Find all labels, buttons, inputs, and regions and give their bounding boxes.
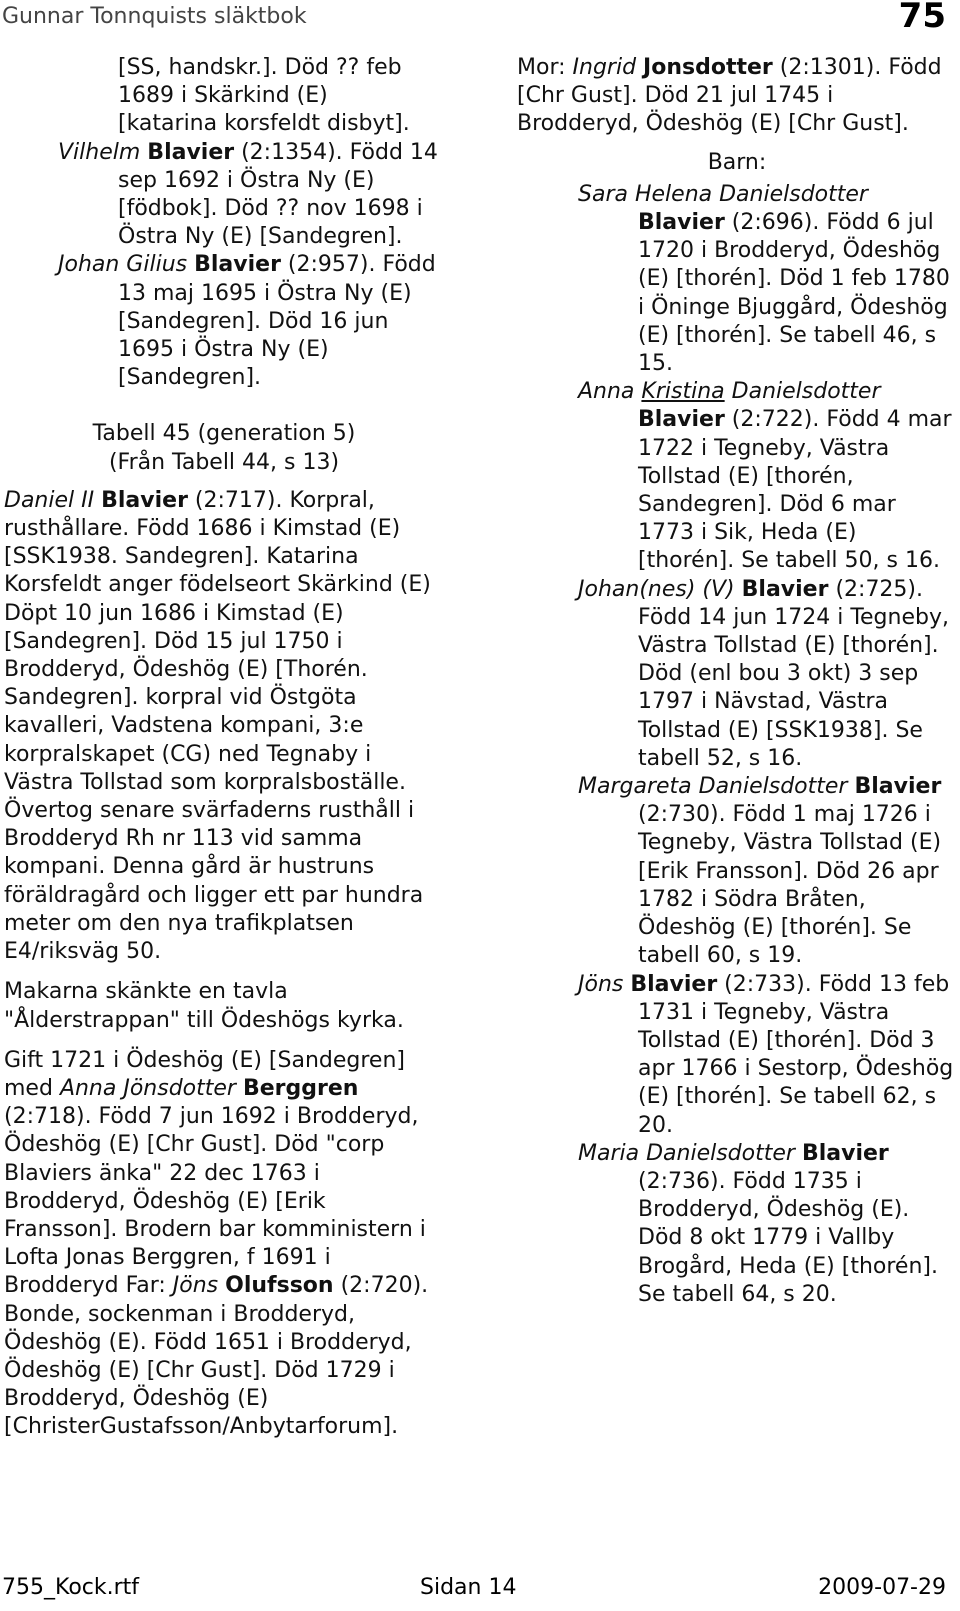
entry-details: (2:957). Född 13 maj 1695 i Östra Ny (E) [Sandegren]. Död 16 jun 1695 i Östra Ny (E) [Sandegren]. [118,252,436,391]
surname: Blavier [147,139,235,165]
given-name: Sara Helena Danielsdotter [578,181,868,207]
surname: Blavier [638,407,725,433]
text-line: [SS, handskr.]. Död ?? feb [118,55,402,80]
surname: Blavier [801,1140,889,1166]
child-entry-jons [517,971,957,1140]
surname: Blavier [638,210,725,236]
given-name: Daniel II [4,487,95,513]
footer-date: 2009-07-29 [818,1575,946,1600]
text-line: 1689 i Skärkind (E) [118,83,328,109]
entry-details: (2:717). Korpral, rusthållare. Född 1686 i Kimstad (E) [SSK1938. Sandegren]. Katarina Korsfeldt anger födelseort Skärkind (E) Döpt 10 jun 1686 i Kimstad (E) [Sandegren]. Död 15 jul 1750 i Brodderyd, Ödeshög (E) [Thorén. Sandegren]. korpral vid Östgöta kavalleri, Vadstena kompani, 3:e korpralskapet (CG) ned Tegnaby i Västra Tollstad som korpralsboställe. Övertog senare svärfaderns rusthåll i Brodderyd Rh nr 113 vid samma kompani. Denna gård är hustruns föräldragård och ligger ett par hundra meter om den nya trafikplatsen E4/riksväg 50. [4,487,431,965]
given-name: Margareta Danielsdotter [578,774,848,800]
given-name: Maria Danielsdotter [578,1140,795,1166]
children-heading: Barn: [707,149,767,175]
entry-details: (2:720). Bonde, sockenman i Brodderyd, Ödeshög (E). Född 1651 i Brodderyd, Ödeshög (E) [Chr Gust]. Död 1729 i Brodderyd, Ödeshög (E) [ChristerGustafsson/Anbytarforum]. [4,1273,429,1440]
left-column [4,54,444,1442]
surname: Blavier [101,487,188,513]
entry-details: (2:736). Född 1735 i Brodderyd, Ödeshög (E). Död 8 okt 1779 i Vallby Brogård, Heda (E) [thorén]. Se tabell 64, s 20. [638,1168,938,1307]
surname: Jonsdotter [643,55,773,80]
entry-marriage [4,1047,444,1442]
surname: Blavier [630,971,718,997]
entry-details: (2:722). Född 4 mar 1722 i Tegneby, Västra Tollstad (E) [thorén, Sandegren]. Död 6 mar 1773 i Sik, Heda (E) [thorén]. Se tabell 50, s 16. [638,407,952,574]
right-column [517,54,957,1309]
entry-details: (2:730). Född 1 maj 1726 i Tegneby, Västra Tollstad (E) [Erik Fransson]. Död 26 apr 1782 i Södra Bråten, Ödeshög (E) [thorén]. Se tabell 60, s 19. [638,802,942,969]
mother-label: Mor: [517,55,573,80]
marriage-text: Gift 1721 i Ödeshög (E) [Sandegren] med [4,1047,405,1101]
given-name: Anna [578,379,635,405]
given-name: Johan(nes) (V) [578,576,735,602]
page-number: 75 [898,0,946,36]
book-title: Gunnar Tonnquists släktbok [2,4,307,29]
child-entry-sara [517,181,957,378]
child-entry-margareta [517,773,957,970]
child-entry-johannes [517,576,957,773]
given-name: Jöns [578,971,624,997]
entry-details: (2:725). Född 14 jun 1724 i Tegneby, Västra Tollstad (E) [thorén]. Död (enl bou 3 okt) 3 sep 1797 i Nävstad, Västra Tollstad (E) [SSK1938]. Se tabell 52, s 16. [638,576,949,771]
entry-details: (2:1301). Född [Chr Gust]. Död 21 jul 1745 i Brodderyd, Ödeshög (E) [Chr Gust]. [517,55,942,137]
surname: Berggren [242,1075,359,1101]
child-entry-anna [517,378,957,575]
footer-filename: 755_Kock.rtf [2,1575,140,1600]
given-name-underlined: Kristina [641,379,725,405]
entry-details: (2:718). Född 7 jun 1692 i Brodderyd, Ödeshög (E) [Chr Gust]. Död "corp Blaviers änka" 22 dec 1763 i Brodderyd, Ödeshög (E) [Erik Fransson]. Brodern bar komministern i Lofta Jonas Berggren, f 1691 i Brodderyd Far: [4,1104,426,1299]
given-name: Johan Gilius [58,252,188,278]
given-name: Ingrid [572,55,637,80]
entry-johan [58,251,444,392]
footer-page: Sidan 14 [420,1575,517,1600]
given-name: Anna Jönsdotter [59,1075,236,1101]
entry-vilhelm [58,139,444,252]
surname: Blavier [854,774,942,800]
surname: Blavier [741,576,829,602]
entry-mother [517,54,957,139]
text-line: [katarina korsfeldt disbyt]. [118,111,410,137]
entry-details: (2:733). Född 13 feb 1731 i Tegneby, Västra Tollstad (E) [thorén]. Död 3 apr 1766 i Sestorp, Ödeshög (E) [thorén]. Se tabell 62, s 20. [638,971,954,1138]
table-heading: Tabell 45 (generation 5) [92,421,356,447]
surname: Olufsson [225,1273,334,1299]
child-entry-maria [517,1140,957,1309]
entry-daniel [4,487,444,966]
entry-details: (2:696). Född 6 jul 1720 i Brodderyd, Ödeshög (E) [thorén]. Död 1 feb 1780 i Öninge Bjuggård, Ödeshög (E) [thorén]. Se tabell 46, s 15. [638,210,950,377]
entry-details: (2:1354). Född 14 sep 1692 i Östra Ny (E) [födbok]. Död ?? nov 1698 i Östra Ny (E) [Sandegren]. [118,139,438,250]
given-name: Danielsdotter [731,379,881,405]
surname: Blavier [194,252,281,278]
table-source: (Från Tabell 44, s 13) [108,449,340,475]
continued-entry [4,54,444,139]
note-makarna: Makarna skänkte en tavla "Ålderstrappan" till Ödeshögs kyrka. [4,979,404,1033]
given-name: Jöns [172,1273,219,1299]
given-name: Vilhelm [58,139,141,165]
